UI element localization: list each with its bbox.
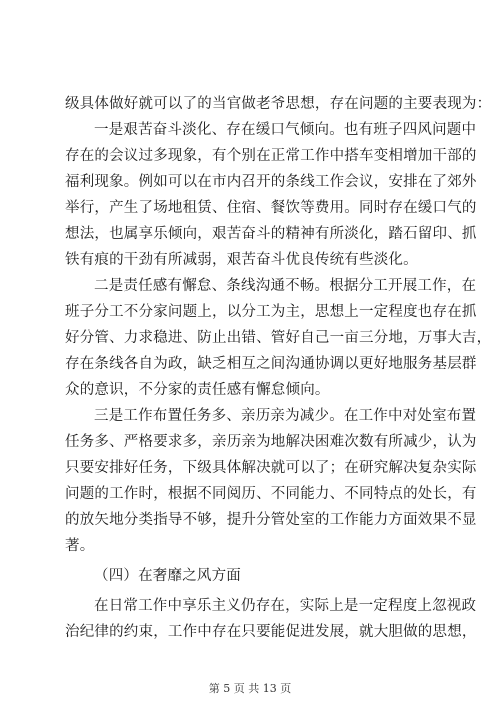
text-line: 只要安排好任务，下级具体解决就可以了；在研究解决复杂实际 [65, 460, 477, 476]
page-number: 第 5 页 共 13 页 [208, 682, 292, 695]
text-line: 铁有痕的干劲有所减弱，艰苦奋斗优良传统有些淡化。 [65, 252, 418, 268]
text-line: 一是艰苦奋斗淡化、存在缓口气倾向。也有班子四风问题中 [94, 122, 477, 138]
section-heading: （四）在奢靡之风方面 [94, 568, 241, 584]
text-line: 的放矢地分类指导不够，提升分管处室的工作能力方面效果不显 [65, 512, 477, 528]
text-line: 好分管、力求稳进、防止出错、管好自己一亩三分地，万事大吉， [65, 330, 492, 346]
text-line: 三是工作布置任务多、亲历亲为减少。在工作中对处室布置 [94, 408, 477, 424]
text-line: 二是责任感有懈怠、条线沟通不畅。根据分工开展工作，在 [94, 278, 477, 294]
text-line: 治纪律的约束，工作中存在只要能促进发展，就大胆做的思想， [65, 624, 477, 640]
text-line: 班子分工不分家问题上，以分工为主，思想上一定程度也存在抓 [65, 304, 477, 320]
text-line: 存在的会议过多现象，有个别在正常工作中搭车变相增加干部的 [65, 148, 477, 164]
text-line: 想法，也属享乐倾向，艰苦奋斗的精神有所淡化，踏石留印、抓 [65, 226, 477, 242]
text-line: 级具体做好就可以了的当官做老爷思想，存在问题的主要表现为： [65, 96, 492, 112]
text-line: 存在条线各自为政，缺乏相互之间沟通协调以更好地服务基层群 [65, 356, 477, 372]
text-line: 众的意识，不分家的责任感有懈怠倾向。 [65, 382, 330, 398]
text-line: 福利现象。例如可以在市内召开的条线工作会议，安排在了郊外 [65, 174, 477, 190]
text-line: 举行，产生了场地租赁、住宿、餐饮等费用。同时存在缓口气的 [65, 200, 477, 216]
text-line: 问题的工作时，根据不同阅历、不同能力、不同特点的处长，有 [65, 486, 477, 502]
text-line: 在日常工作中享乐主义仍存在，实际上是一定程度上忽视政 [94, 598, 477, 614]
text-line: 任务多、严格要求多，亲历亲为地解决困难次数有所减少，认为 [65, 434, 477, 450]
text-line: 著。 [65, 538, 95, 554]
